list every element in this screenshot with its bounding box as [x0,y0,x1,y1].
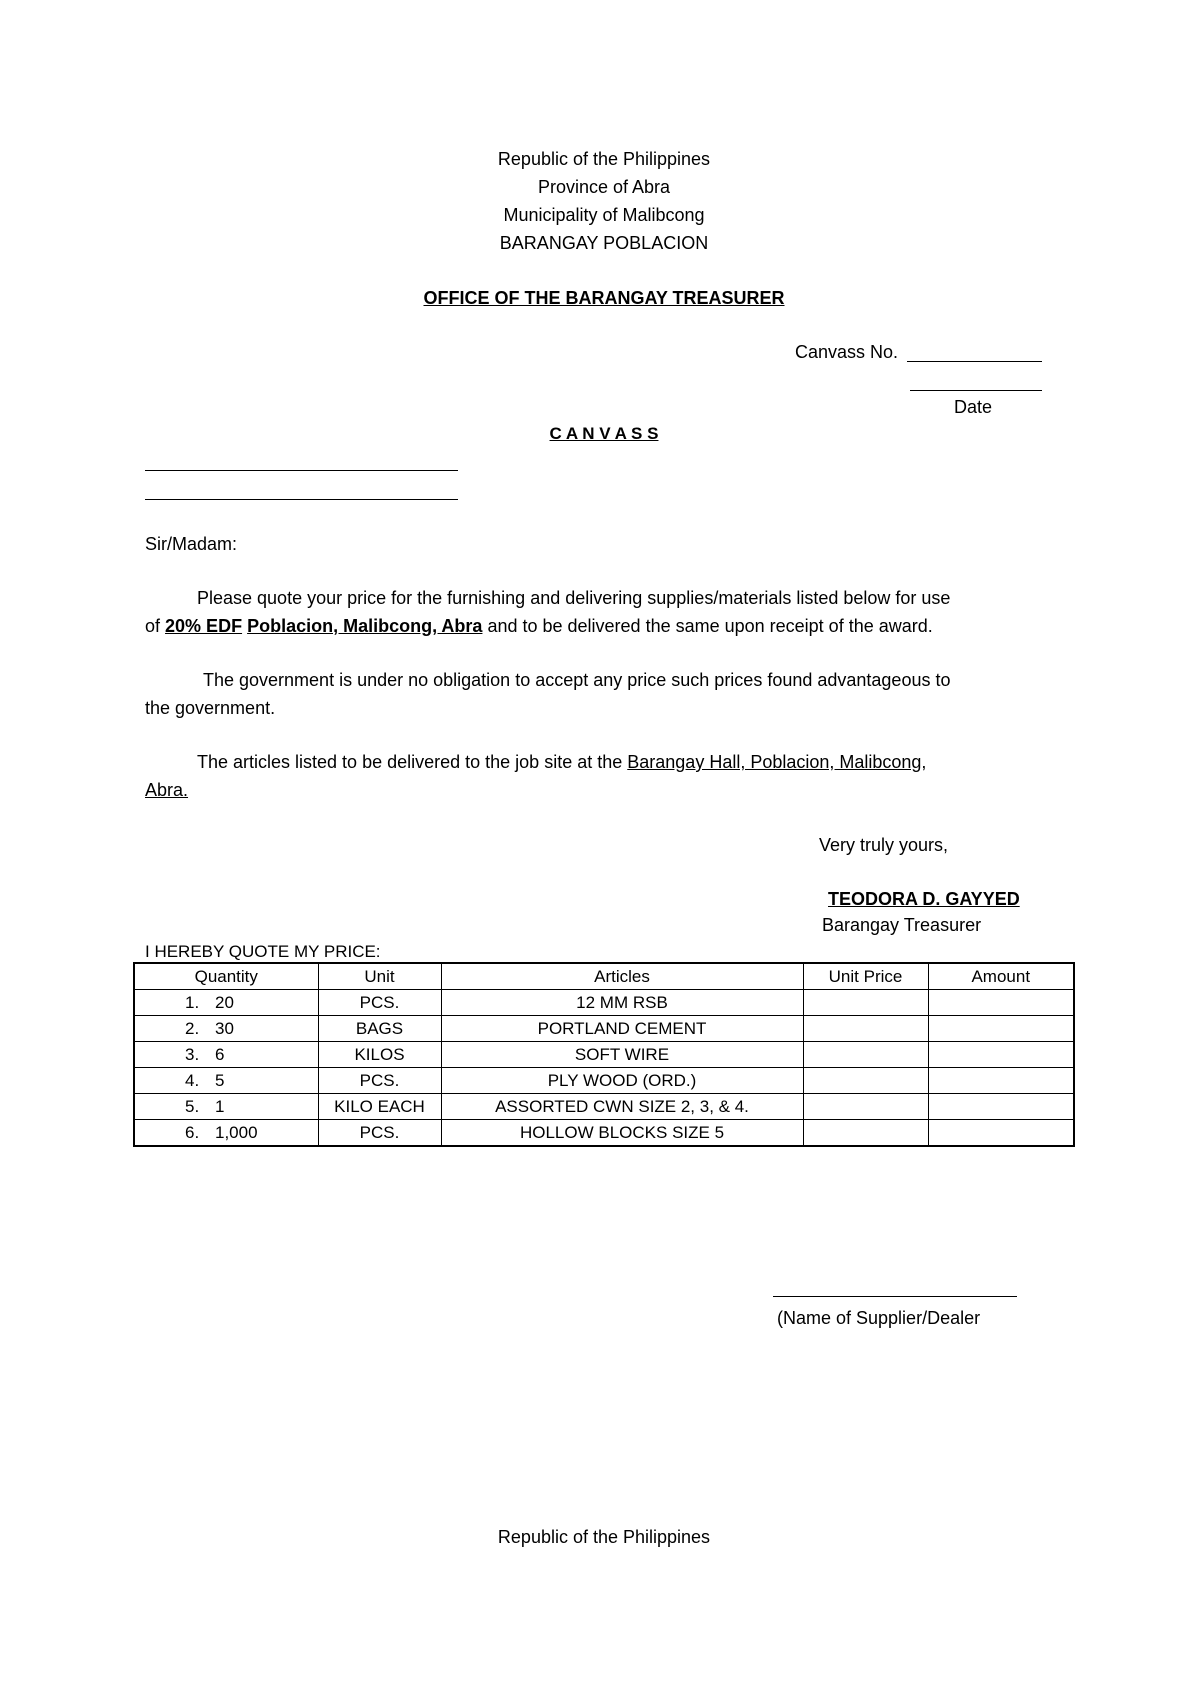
paragraph-1-line-1: Please quote your price for the furnishing and delivering supplies/materials listed below for use [197,588,951,608]
unit-cell: PCS. [318,990,441,1016]
col-header-unit-price: Unit Price [803,963,928,990]
table-row [134,1120,1074,1147]
paragraph-3-line-1 [197,751,1077,773]
article-cell: HOLLOW BLOCKS SIZE 5 [441,1120,803,1147]
row-number: 2. [185,1018,200,1038]
job-site-continued: Abra. [145,780,189,800]
unit-price-cell[interactable] [803,1042,928,1068]
article-cell: PLY WOOD (ORD.) [441,1068,803,1094]
unit-price-cell[interactable] [803,1016,928,1042]
amount-cell[interactable] [928,1094,1074,1120]
table-row [134,1016,1074,1042]
table-row [134,1042,1074,1068]
quantity-value: 1,000 [215,1122,258,1142]
row-number: 4. [185,1070,200,1090]
row-number: 6. [185,1122,200,1142]
quote-table [133,962,1075,1147]
addressee-line-2 [145,499,458,500]
article-cell: ASSORTED CWN SIZE 2, 3, & 4. [441,1094,803,1120]
job-site: Barangay Hall, Poblacion, Malibcong, [627,752,927,772]
paragraph-2-line-1: The government is under no obligation to accept any price such prices found advantageous to [203,670,951,690]
footer-republic: Republic of the Philippines [497,1527,711,1547]
signatory-name: TEODORA D. GAYYED [828,889,1020,909]
table-row [134,1094,1074,1120]
document-title: C A N V A S S [549,424,659,443]
quantity-value: 30 [215,1018,234,1038]
quantity-cell [134,1016,318,1042]
header-province: Province of Abra [537,177,671,197]
closing: Very truly yours, [819,835,949,855]
paragraph-1-tail: and to be delivered the same upon receipt of the award. [487,616,933,636]
amount-cell[interactable] [928,990,1074,1016]
amount-cell[interactable] [928,1120,1074,1147]
unit-cell: KILOS [318,1042,441,1068]
supplier-signature-line [773,1296,1017,1297]
amount-cell[interactable] [928,1068,1074,1094]
row-number: 3. [185,1044,200,1064]
quantity-cell [134,1068,318,1094]
unit-cell: KILO EACH [318,1094,441,1120]
unit-price-cell[interactable] [803,1068,928,1094]
header-barangay: BARANGAY POBLACION [499,233,709,253]
amount-cell[interactable] [928,1016,1074,1042]
canvass-no-line [907,361,1042,362]
header-republic: Republic of the Philippines [497,149,711,169]
paragraph-1-of: of [145,616,161,636]
table-row [134,1068,1074,1094]
paragraph-3-text: The articles listed to be delivered to the job site at the [197,752,623,772]
row-number: 1. [185,992,200,1012]
unit-price-cell[interactable] [803,1120,928,1147]
project-location: Poblacion, Malibcong, Abra [247,616,483,636]
article-cell: SOFT WIRE [441,1042,803,1068]
paragraph-2-line-2: the government. [145,698,276,718]
header-municipality: Municipality of Malibcong [503,205,705,225]
salutation: Sir/Madam: [145,534,238,554]
office-title: OFFICE OF THE BARANGAY TREASURER [423,288,785,308]
quantity-cell [134,1042,318,1068]
date-line [910,390,1042,391]
addressee-line-1 [145,470,458,471]
quote-heading: I HEREBY QUOTE MY PRICE: [145,942,381,961]
signatory-title: Barangay Treasurer [822,915,982,935]
fund-source: 20% EDF [165,616,243,636]
quantity-cell [134,1094,318,1120]
col-header-unit: Unit [318,963,441,990]
quantity-cell [134,990,318,1016]
unit-price-cell[interactable] [803,990,928,1016]
unit-cell: PCS. [318,1120,441,1147]
quantity-value: 1 [215,1096,225,1116]
col-header-amount: Amount [928,963,1074,990]
quantity-value: 6 [215,1044,225,1064]
quantity-cell [134,1120,318,1147]
unit-cell: PCS. [318,1068,441,1094]
row-number: 5. [185,1096,200,1116]
article-cell: PORTLAND CEMENT [441,1016,803,1042]
col-header-articles: Articles [441,963,803,990]
date-label: Date [954,397,993,417]
amount-cell[interactable] [928,1042,1074,1068]
table-row [134,990,1074,1016]
quantity-value: 5 [215,1070,225,1090]
quantity-value: 20 [215,992,234,1012]
unit-price-cell[interactable] [803,1094,928,1120]
table-header-row [134,963,1074,990]
canvass-no-label: Canvass No. [795,342,899,362]
article-cell: 12 MM RSB [441,990,803,1016]
col-header-quantity: Quantity [134,963,318,990]
supplier-label: (Name of Supplier/Dealer [777,1308,981,1328]
unit-cell: BAGS [318,1016,441,1042]
paragraph-1-line-2 [145,615,1085,637]
